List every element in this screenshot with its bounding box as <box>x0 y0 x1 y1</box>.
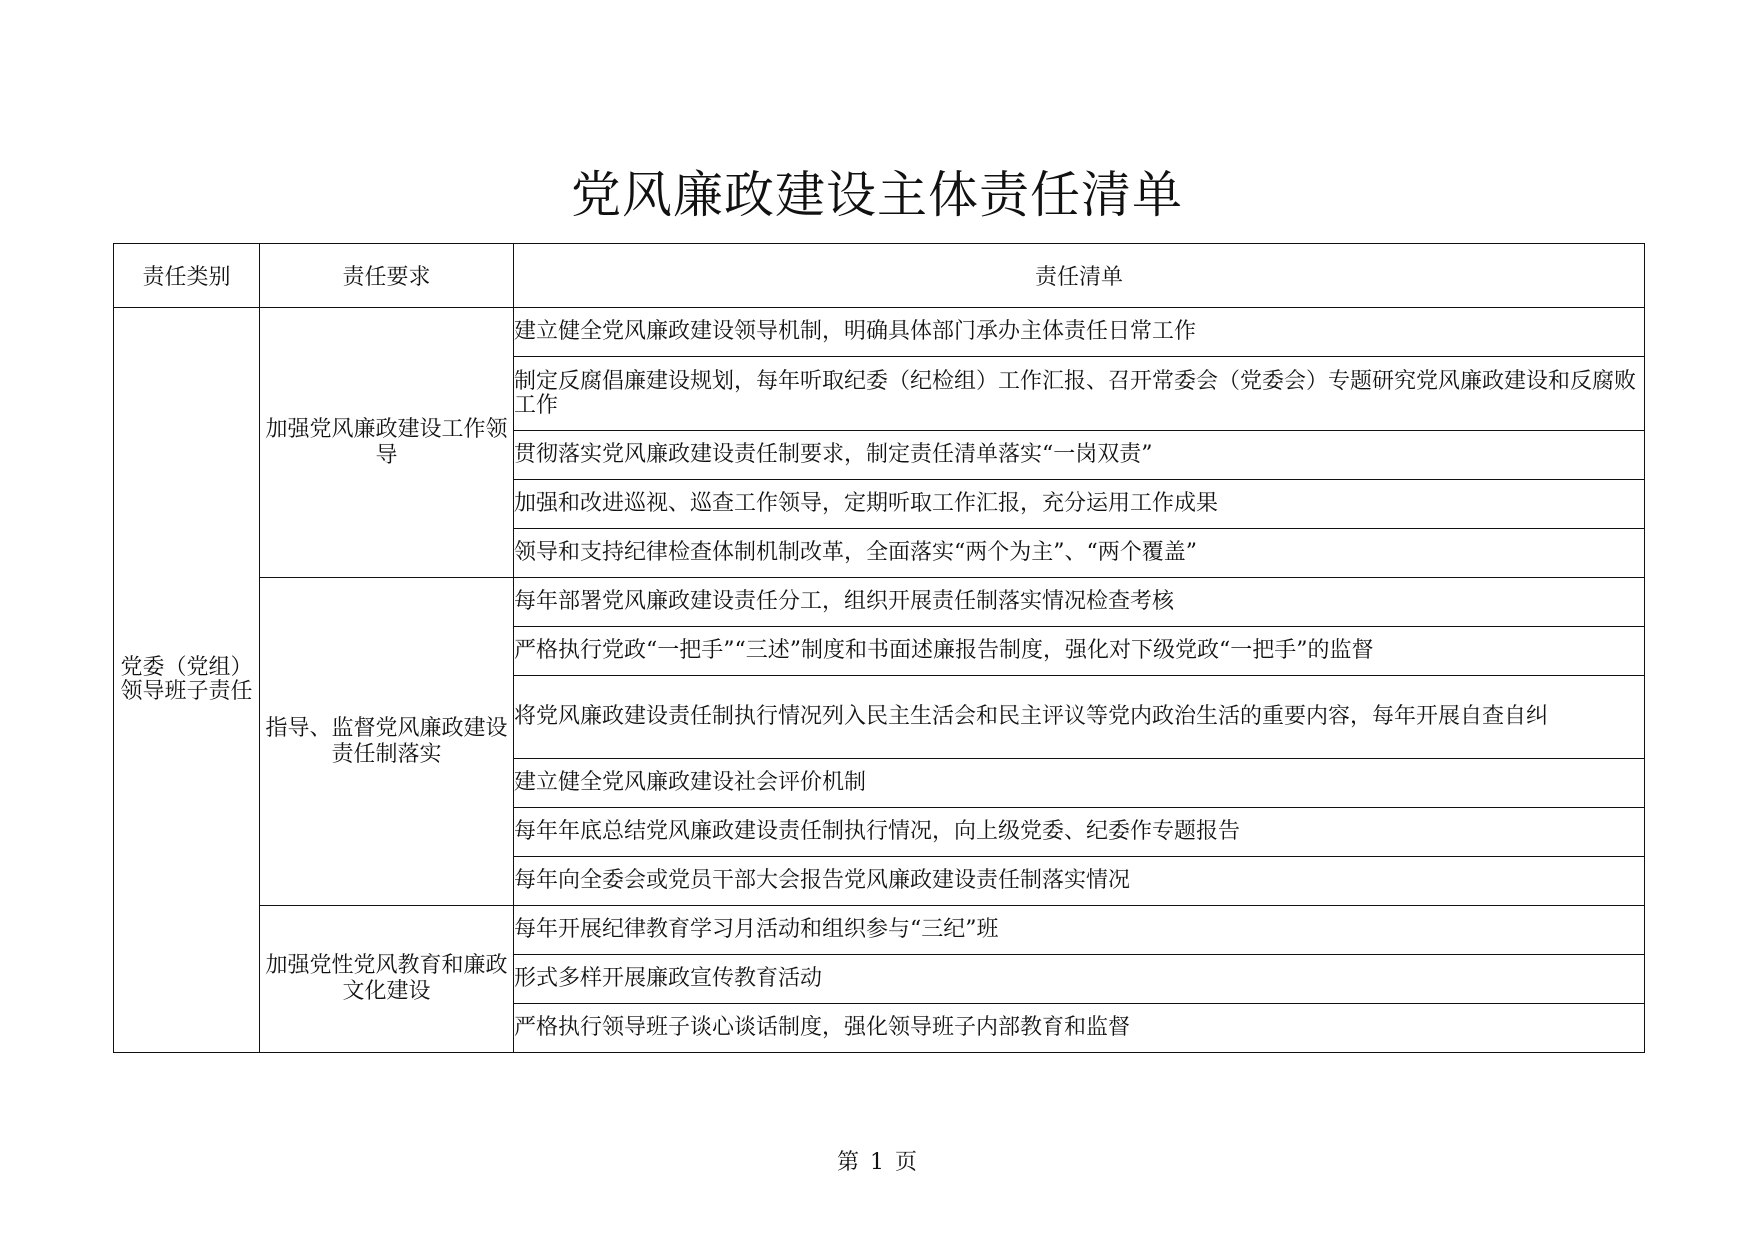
list-item: 每年年底总结党风廉政建设责任制执行情况，向上级党委、纪委作专题报告 <box>514 808 1645 857</box>
header-requirement: 责任要求 <box>260 244 514 308</box>
requirement-cell-supervision: 指导、监督党风廉政建设责任制落实 <box>260 578 514 906</box>
list-item: 每年部署党风廉政建设责任分工，组织开展责任制落实情况检查考核 <box>514 578 1645 627</box>
list-item: 加强和改进巡视、巡查工作领导，定期听取工作汇报，充分运用工作成果 <box>514 480 1645 529</box>
table-row <box>114 308 1645 357</box>
list-item: 领导和支持纪律检查体制机制改革，全面落实“两个为主”、“两个覆盖” <box>514 529 1645 578</box>
category-cell: 党委（党组）领导班子责任 <box>114 308 260 1053</box>
list-item: 贯彻落实党风廉政建设责任制要求，制定责任清单落实“一岗双责” <box>514 431 1645 480</box>
table-header-row <box>114 244 1645 308</box>
header-category: 责任类别 <box>114 244 260 308</box>
table-row <box>114 578 1645 627</box>
table-row <box>114 906 1645 955</box>
list-item: 每年开展纪律教育学习月活动和组织参与“三纪”班 <box>514 906 1645 955</box>
list-item: 建立健全党风廉政建设领导机制，明确具体部门承办主体责任日常工作 <box>514 308 1645 357</box>
list-item: 每年向全委会或党员干部大会报告党风廉政建设责任制落实情况 <box>514 857 1645 906</box>
page-number: 第 1 页 <box>837 1150 917 1175</box>
requirement-cell-education: 加强党性党风教育和廉政文化建设 <box>260 906 514 1053</box>
list-item: 制定反腐倡廉建设规划，每年听取纪委（纪检组）工作汇报、召开常委会（党委会）专题研究党风廉政建设和反腐败工作 <box>514 357 1645 431</box>
page-title: 党风廉政建设主体责任清单 <box>571 166 1183 224</box>
requirement-cell-leadership: 加强党风廉政建设工作领导 <box>260 308 514 578</box>
list-item: 严格执行党政“一把手”“三述”制度和书面述廉报告制度，强化对下级党政“一把手”的监督 <box>514 627 1645 676</box>
header-list: 责任清单 <box>514 244 1645 308</box>
list-item: 严格执行领导班子谈心谈话制度，强化领导班子内部教育和监督 <box>514 1004 1645 1053</box>
list-item: 形式多样开展廉政宣传教育活动 <box>514 955 1645 1004</box>
list-item: 建立健全党风廉政建设社会评价机制 <box>514 759 1645 808</box>
list-item: 将党风廉政建设责任制执行情况列入民主生活会和民主评议等党内政治生活的重要内容，每年开展自查自纠 <box>514 676 1645 759</box>
responsibility-table <box>113 243 1645 1053</box>
